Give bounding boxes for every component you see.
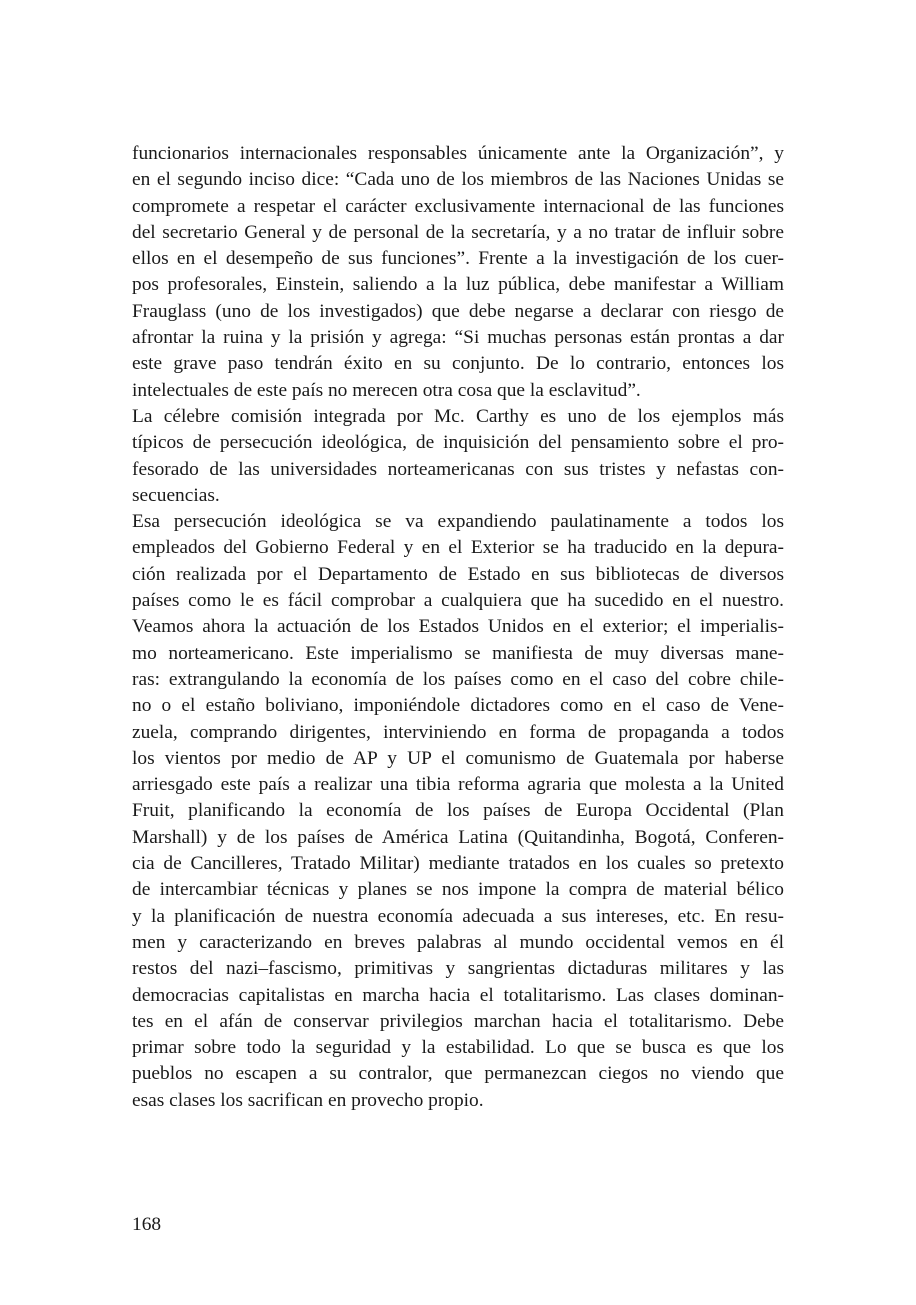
paragraph-2 xyxy=(132,404,784,509)
text-line: men y caracterizando en breves palabras al mundo occidental vemos en él xyxy=(132,931,784,953)
text-line: funcionarios internacionales responsables únicamente ante la Organización”, y xyxy=(132,143,784,164)
paragraph-1 xyxy=(132,141,784,404)
text-line: y la planificación de nuestra economía adecuada a sus intereses, etc. En resu- xyxy=(132,905,784,927)
text-line: ellos en el desempeño de sus funciones”. Frente a la investigación de los cuer- xyxy=(132,248,784,270)
text-line: Marshall) y de los países de América Latina (Quitandinha, Bogotá, Conferen- xyxy=(132,826,784,848)
text-line: típicos de persecución ideológica, de inquisición del pensamiento sobre el pro- xyxy=(132,432,784,454)
text-line: este grave paso tendrán éxito en su conjunto. De lo contrario, entonces los xyxy=(132,353,784,375)
text-line: intelectuales de este país no merecen otra cosa que la esclavitud”. xyxy=(132,379,641,401)
text-line: mo norteamericano. Este imperialismo se manifiesta de muy diversas mane- xyxy=(132,642,784,664)
body-text xyxy=(132,141,784,1114)
page-number: 168 xyxy=(132,1214,162,1235)
text-line: compromete a respetar el carácter exclusivamente internacional de las funciones xyxy=(132,195,784,217)
text-line: no o el estaño boliviano, imponiéndole dictadores como en el caso de Vene- xyxy=(132,695,784,717)
text-line: cia de Cancilleres, Tratado Militar) mediante tratados en los cuales so pretexto xyxy=(132,853,784,875)
text-line: en el segundo inciso dice: “Cada uno de los miembros de las Naciones Unidas se xyxy=(132,169,784,191)
text-line: restos del nazi–fascismo, primitivas y sangrientas dictaduras militares y las xyxy=(132,958,784,980)
text-line: los vientos por medio de AP y UP el comunismo de Guatemala por haberse xyxy=(132,747,784,769)
text-line: de intercambiar técnicas y planes se nos impone la compra de material bélico xyxy=(132,879,784,901)
text-line: ras: extrangulando la economía de los países como en el caso del cobre chile- xyxy=(132,668,784,690)
text-line: empleados del Gobierno Federal y en el Exterior se ha traducido en la depura- xyxy=(132,537,784,559)
text-line: Esa persecución ideológica se va expandiendo paulatinamente a todos los xyxy=(132,511,784,533)
text-line: ción realizada por el Departamento de Estado en sus bibliotecas de diversos xyxy=(132,563,784,585)
text-line: Veamos ahora la actuación de los Estados Unidos en el exterior; el imperialis- xyxy=(132,616,784,638)
text-line: fesorado de las universidades norteamericanas con sus tristes y nefastas con- xyxy=(132,458,784,480)
text-line: del secretario General y de personal de la secretaría, y a no tratar de influir sobre xyxy=(132,221,784,243)
text-line: países como le es fácil comprobar a cualquiera que ha sucedido en el nuestro. xyxy=(132,590,784,612)
text-line: zuela, comprando dirigentes, interviniendo en forma de propaganda a todos xyxy=(132,721,784,743)
text-line: primar sobre todo la seguridad y la estabilidad. Lo que se busca es que los xyxy=(132,1037,784,1059)
text-line: La célebre comisión integrada por Mc. Carthy es uno de los ejemplos más xyxy=(132,405,784,427)
text-line: Fruit, planificando la economía de los países de Europa Occidental (Plan xyxy=(132,800,784,822)
text-line: esas clases los sacrifican en provecho propio. xyxy=(132,1089,484,1111)
paragraph-3 xyxy=(132,509,784,1114)
text-line: secuencias. xyxy=(132,484,220,506)
text-line: pos profesorales, Einstein, saliendo a la luz pública, debe manifestar a William xyxy=(132,274,784,296)
text-line: democracias capitalistas en marcha hacia el totalitarismo. Las clases dominan- xyxy=(132,984,784,1006)
text-line: tes en el afán de conservar privilegios marchan hacia el totalitarismo. Debe xyxy=(132,1010,784,1032)
text-line: arriesgado este país a realizar una tibia reforma agraria que molesta a la United xyxy=(132,774,784,796)
text-line: pueblos no escapen a su contralor, que permanezcan ciegos no viendo que xyxy=(132,1063,784,1085)
text-line: Frauglass (uno de los investigados) que debe negarse a declarar con riesgo de xyxy=(132,300,784,322)
text-line: afrontar la ruina y la prisión y agrega: “Si muchas personas están prontas a dar xyxy=(132,327,784,349)
